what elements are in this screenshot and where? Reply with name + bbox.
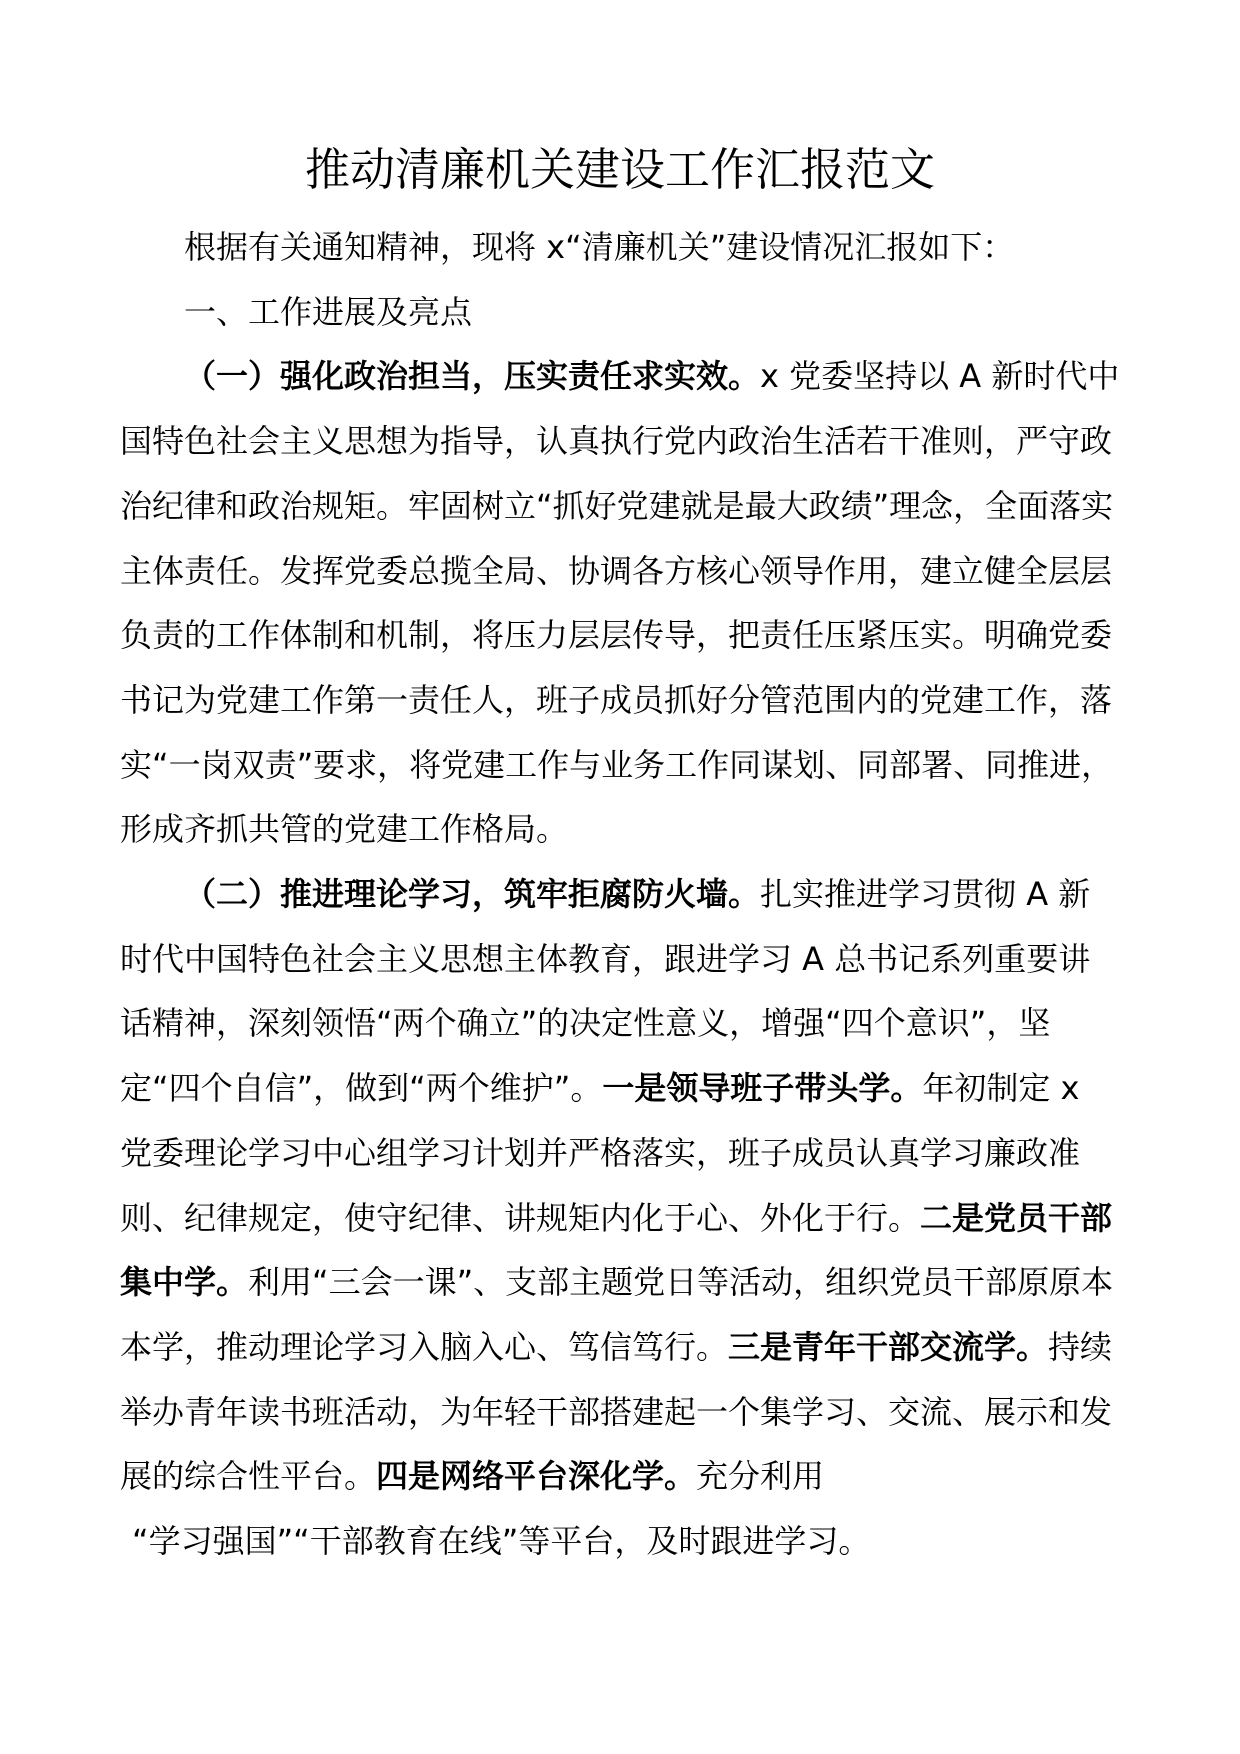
paragraph-2 [120,862,1120,1574]
paragraph-1-lead: （一）强化政治担当，压实责任求实效。 [184,357,761,396]
point-2-text: 利用“三会一课”、支部主题党日等活动，组织党员干部原原本本学，推动理论学习入脑入心、笃信笃行。 [120,1263,1114,1366]
paragraph-1 [120,344,1120,862]
point-2-lead: 二是党员干部集中学。 [120,1198,1113,1302]
document-body [120,215,1120,1574]
point-1-lead: 一是领导班子带头学。 [602,1069,923,1108]
point-3-text: 持续举办青年读书班活动，为年轻干部搭建起一个集学习、交流、展示和发展的综合性平台。 [120,1327,1113,1496]
point-4-text-continued: “学习强国”“干部教育在线”等平台，及时跟进学习。 [132,1522,871,1561]
document-title: 推动清廉机关建设工作汇报范文 [304,143,935,196]
point-3-lead: 三是青年干部交流学。 [728,1327,1049,1366]
intro-paragraph: 根据有关通知精神，现将 x“清廉机关”建设情况汇报如下： [184,228,1015,266]
point-1-text: 年初制定 x 党委理论学习中心组学习计划并严格落实，班子成员认真学习廉政准则、纪律规定，使守纪律、讲规矩内化于心、外化于行。 [120,1069,1081,1237]
point-4-text: 充分利用 [696,1457,825,1496]
paragraph-2-text: 扎实推进学习贯彻 A 新时代中国特色社会主义思想主体教育，跟进学习 A 总书记系列重要讲话精神，深刻领悟“两个确立”的决定性意义，增强“四个意识”，坚定“四个自信”，做到“两个维护”。 [120,875,1091,1108]
point-4-lead: 四是网络平台深化学。 [376,1457,697,1496]
section-heading: 一、工作进展及亮点 [184,292,473,331]
paragraph-1-text: x 党委坚持以 A 新时代中国特色社会主义思想为指导，认真执行党内政治生活若干准则，严守政治纪律和政治规矩。牢固树立“抓好党建就是最大政绩”理念，全面落实主体责任。发挥党委总揽全局、协调各方核心领导作用，建立健全层层负责的工作体制和机制，将压力层层传导，把责任压紧压实。明确党委书记为党建工作第一责任人，班子成员抓好分管范围内的党建工作，落实“一岗双责”要求，将党建工作与业务工作同谋划、同部署、同推进，形成齐抓共管的党建工作格局。 [120,357,1120,849]
paragraph-2-lead: （二）推进理论学习，筑牢拒腐防火墙。 [184,875,761,914]
